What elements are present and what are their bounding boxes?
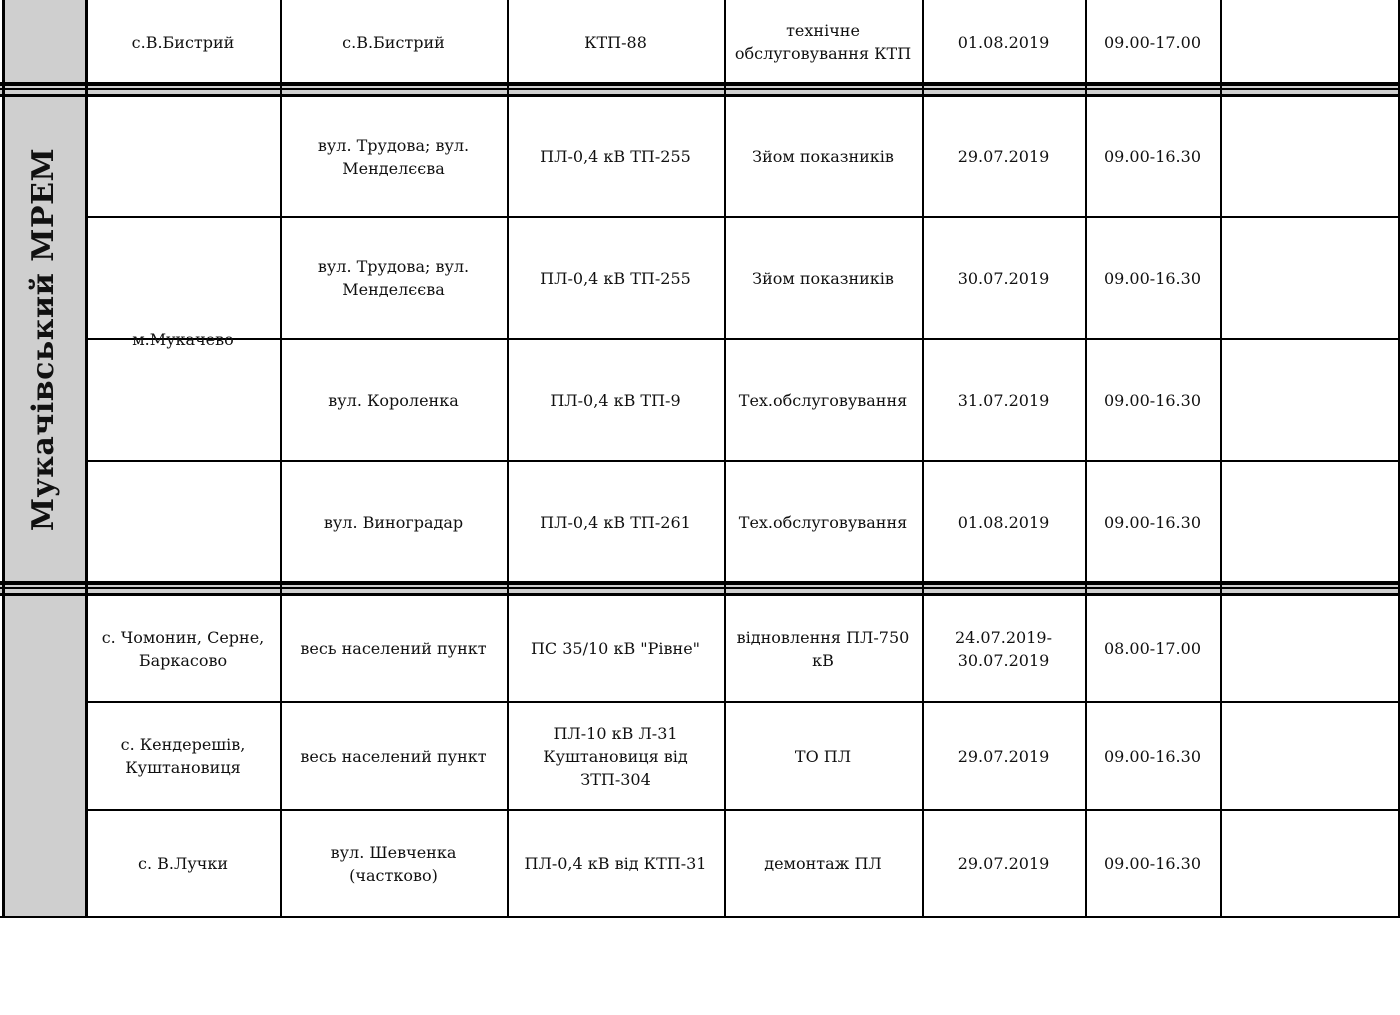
table-cell-date: 24.07.2019-30.07.2019: [954, 627, 1052, 670]
table-cell-object: ПЛ-0,4 кВ від КТП-31: [524, 854, 707, 873]
table-cell-work: ТО ПЛ: [794, 746, 852, 766]
table-cell-date: 29.07.2019: [957, 147, 1050, 166]
table-cell-object: ПЛ-10 кВ Л-31 Куштановиця від ЗТП-304: [543, 723, 688, 789]
table-cell-work: Зйом показників: [752, 268, 894, 288]
table-cell-time: 08.00-17.00: [1103, 639, 1201, 658]
table-cell-date: 29.07.2019: [957, 854, 1050, 873]
table-cell-object: ПЛ-0,4 кВ ТП-255: [540, 147, 691, 166]
table-cell-date: 29.07.2019: [957, 746, 1050, 766]
table-cell-work: технічне обслуговування КТП: [734, 21, 912, 63]
table-cell-time: 09.00-16.30: [1103, 854, 1201, 873]
table-cell-note: [1220, 339, 1398, 461]
table-cell-time: 09.00-16.30: [1103, 268, 1201, 288]
table-cell-settlement: с. В.Лучки: [138, 854, 228, 873]
section-title-cell: [2, 96, 86, 583]
table-cell-date: 30.07.2019: [957, 268, 1050, 288]
table-cell-time: 09.00-17.00: [1103, 32, 1201, 52]
table-cell-street: весь населений пункт: [300, 639, 487, 658]
table-cell-date: 01.08.2019: [957, 32, 1050, 52]
table-cell-street: вул. Трудова; вул. Менделєєва: [317, 135, 470, 178]
table-cell-time: 09.00-16.30: [1103, 746, 1201, 766]
table-cell-note: [1220, 595, 1398, 702]
table-cell-street: вул. Виноградар: [323, 512, 464, 532]
row-border: [0, 88, 1400, 90]
table-cell-object: ПС 35/10 кВ "Рівне": [530, 639, 701, 658]
table-cell-time: 09.00-16.30: [1103, 512, 1201, 532]
table-cell-note: [1220, 702, 1398, 810]
table-cell-object: ПЛ-0,4 кВ ТП-9: [550, 390, 681, 410]
table-cell-note: [1220, 217, 1398, 339]
table-cell-note: [1220, 461, 1398, 583]
table-cell-street: вул. Трудова; вул. Менделєєва: [317, 257, 470, 299]
table-cell-work: Зйом показників: [752, 147, 894, 166]
table-cell-settlement: с. Чомонин, Серне, Баркасово: [101, 627, 265, 670]
table-cell-object: КТП-88: [584, 32, 647, 52]
table-cell-street: вул. Короленка: [328, 390, 459, 410]
table-cell-object: ПЛ-0,4 кВ ТП-255: [540, 268, 691, 288]
table-cell-object: ПЛ-0,4 кВ ТП-261: [540, 512, 691, 532]
table-cell-time: 09.00-16.30: [1103, 390, 1201, 410]
table-cell-date: 31.07.2019: [957, 390, 1050, 410]
table-cell-work: Тех.обслуговування: [738, 390, 908, 410]
table-cell-settlement-merged: м.Мукачево: [132, 330, 234, 349]
table-cell-settlement: с. Кендерешів, Куштановиця: [120, 735, 246, 777]
table-cell-work: демонтаж ПЛ: [764, 854, 882, 873]
table-cell-settlement: с.В.Бистрий: [131, 32, 235, 52]
table-cell-note: [1220, 96, 1398, 217]
table-cell-note: [1220, 810, 1398, 917]
section-title: Мукачівський МРЕМ: [26, 147, 62, 532]
table-cell-note: [1220, 0, 1398, 84]
table-cell-work: відновлення ПЛ-750 кВ: [736, 627, 910, 670]
table-cell-work: Тех.обслуговування: [738, 512, 908, 532]
table-cell-street: с.В.Бистрий: [342, 32, 445, 52]
table-cell-street: весь населений пункт: [300, 746, 487, 766]
table-cell-date: 01.08.2019: [957, 512, 1050, 532]
table-cell-time: 09.00-16.30: [1103, 147, 1201, 166]
row-border: [0, 587, 1400, 589]
table-cell-street: вул. Шевченка (частково): [330, 842, 457, 885]
